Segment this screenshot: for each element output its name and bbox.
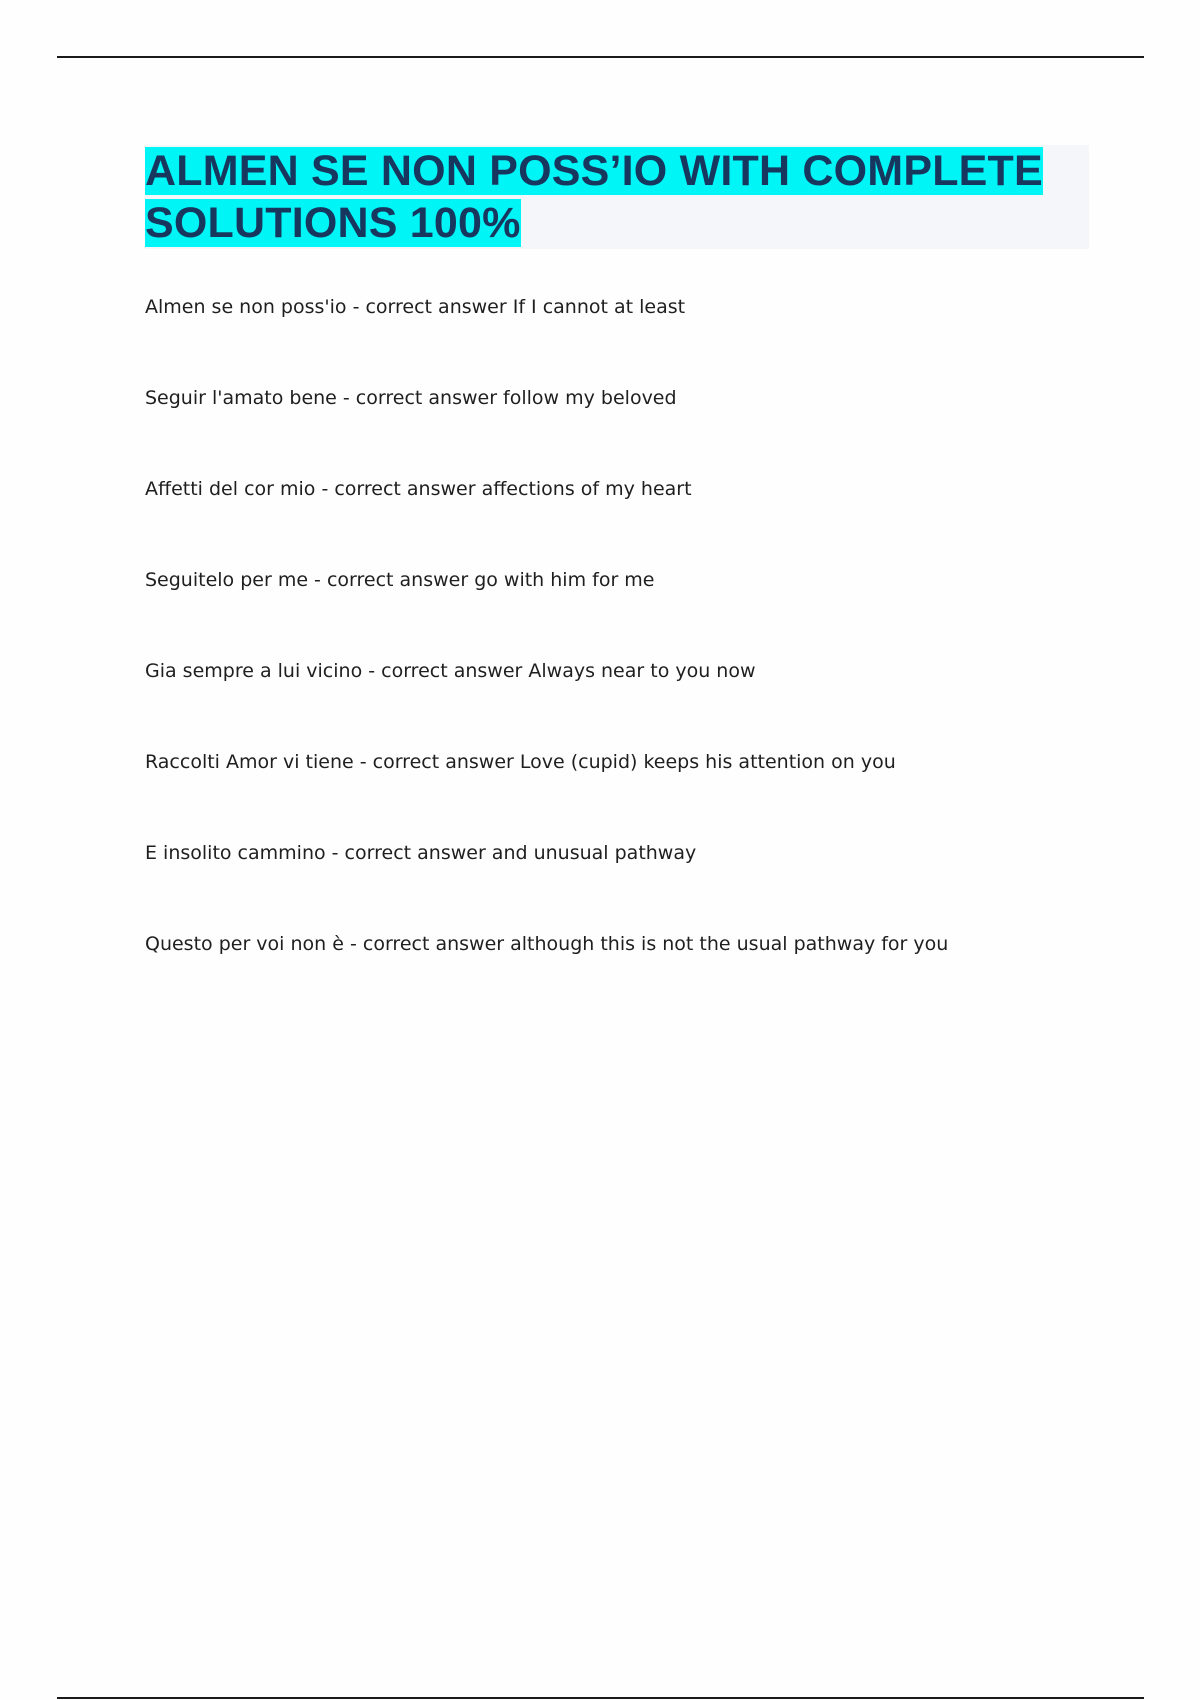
qa-answer: If I cannot at least [512,296,686,318]
qa-item [145,654,1145,745]
qa-item [145,381,1145,472]
qa-item [145,745,1145,836]
qa-term: Affetti del cor mio [145,478,316,500]
qa-separator: - correct answer [343,933,511,955]
qa-term: Raccolti Amor vi tiene [145,751,354,773]
qa-separator: - correct answer [353,751,520,773]
qa-answer: and unusual pathway [491,842,697,864]
qa-list [145,290,1145,1018]
qa-separator: - correct answer [346,296,513,318]
qa-term: E insolito cammino [145,842,326,864]
qa-term: Questo per voi non è [145,933,344,955]
qa-separator: - correct answer [362,660,529,682]
footer-rule [57,1697,1144,1699]
title-block [145,145,1089,249]
qa-term: Seguitelo per me [145,569,309,591]
qa-item [145,472,1145,563]
title-highlight: ALMEN SE NON POSS’IO WITH COMPLETE SOLUTIONS 100% [145,147,1043,247]
qa-answer: Always near to you now [528,660,756,682]
qa-separator: - correct answer [308,569,475,591]
qa-answer: affections of my heart [481,478,692,500]
qa-answer: go with him for me [474,569,655,591]
qa-item [145,927,1145,1018]
qa-term: Seguir l'amato bene [145,387,337,409]
qa-answer: Love (cupid) keeps his attention on you [519,751,896,773]
qa-term: Gia sempre a lui vicino [145,660,363,682]
qa-item [145,836,1145,927]
qa-answer: follow my beloved [503,387,677,409]
qa-item [145,290,1145,381]
header-rule [57,56,1144,58]
qa-separator: - correct answer [315,478,482,500]
qa-term: Almen se non poss'io [145,296,347,318]
document-title [145,145,1089,249]
qa-answer: although this is not the usual pathway for you [510,933,949,955]
qa-separator: - correct answer [325,842,492,864]
qa-item [145,563,1145,654]
qa-separator: - correct answer [336,387,504,409]
